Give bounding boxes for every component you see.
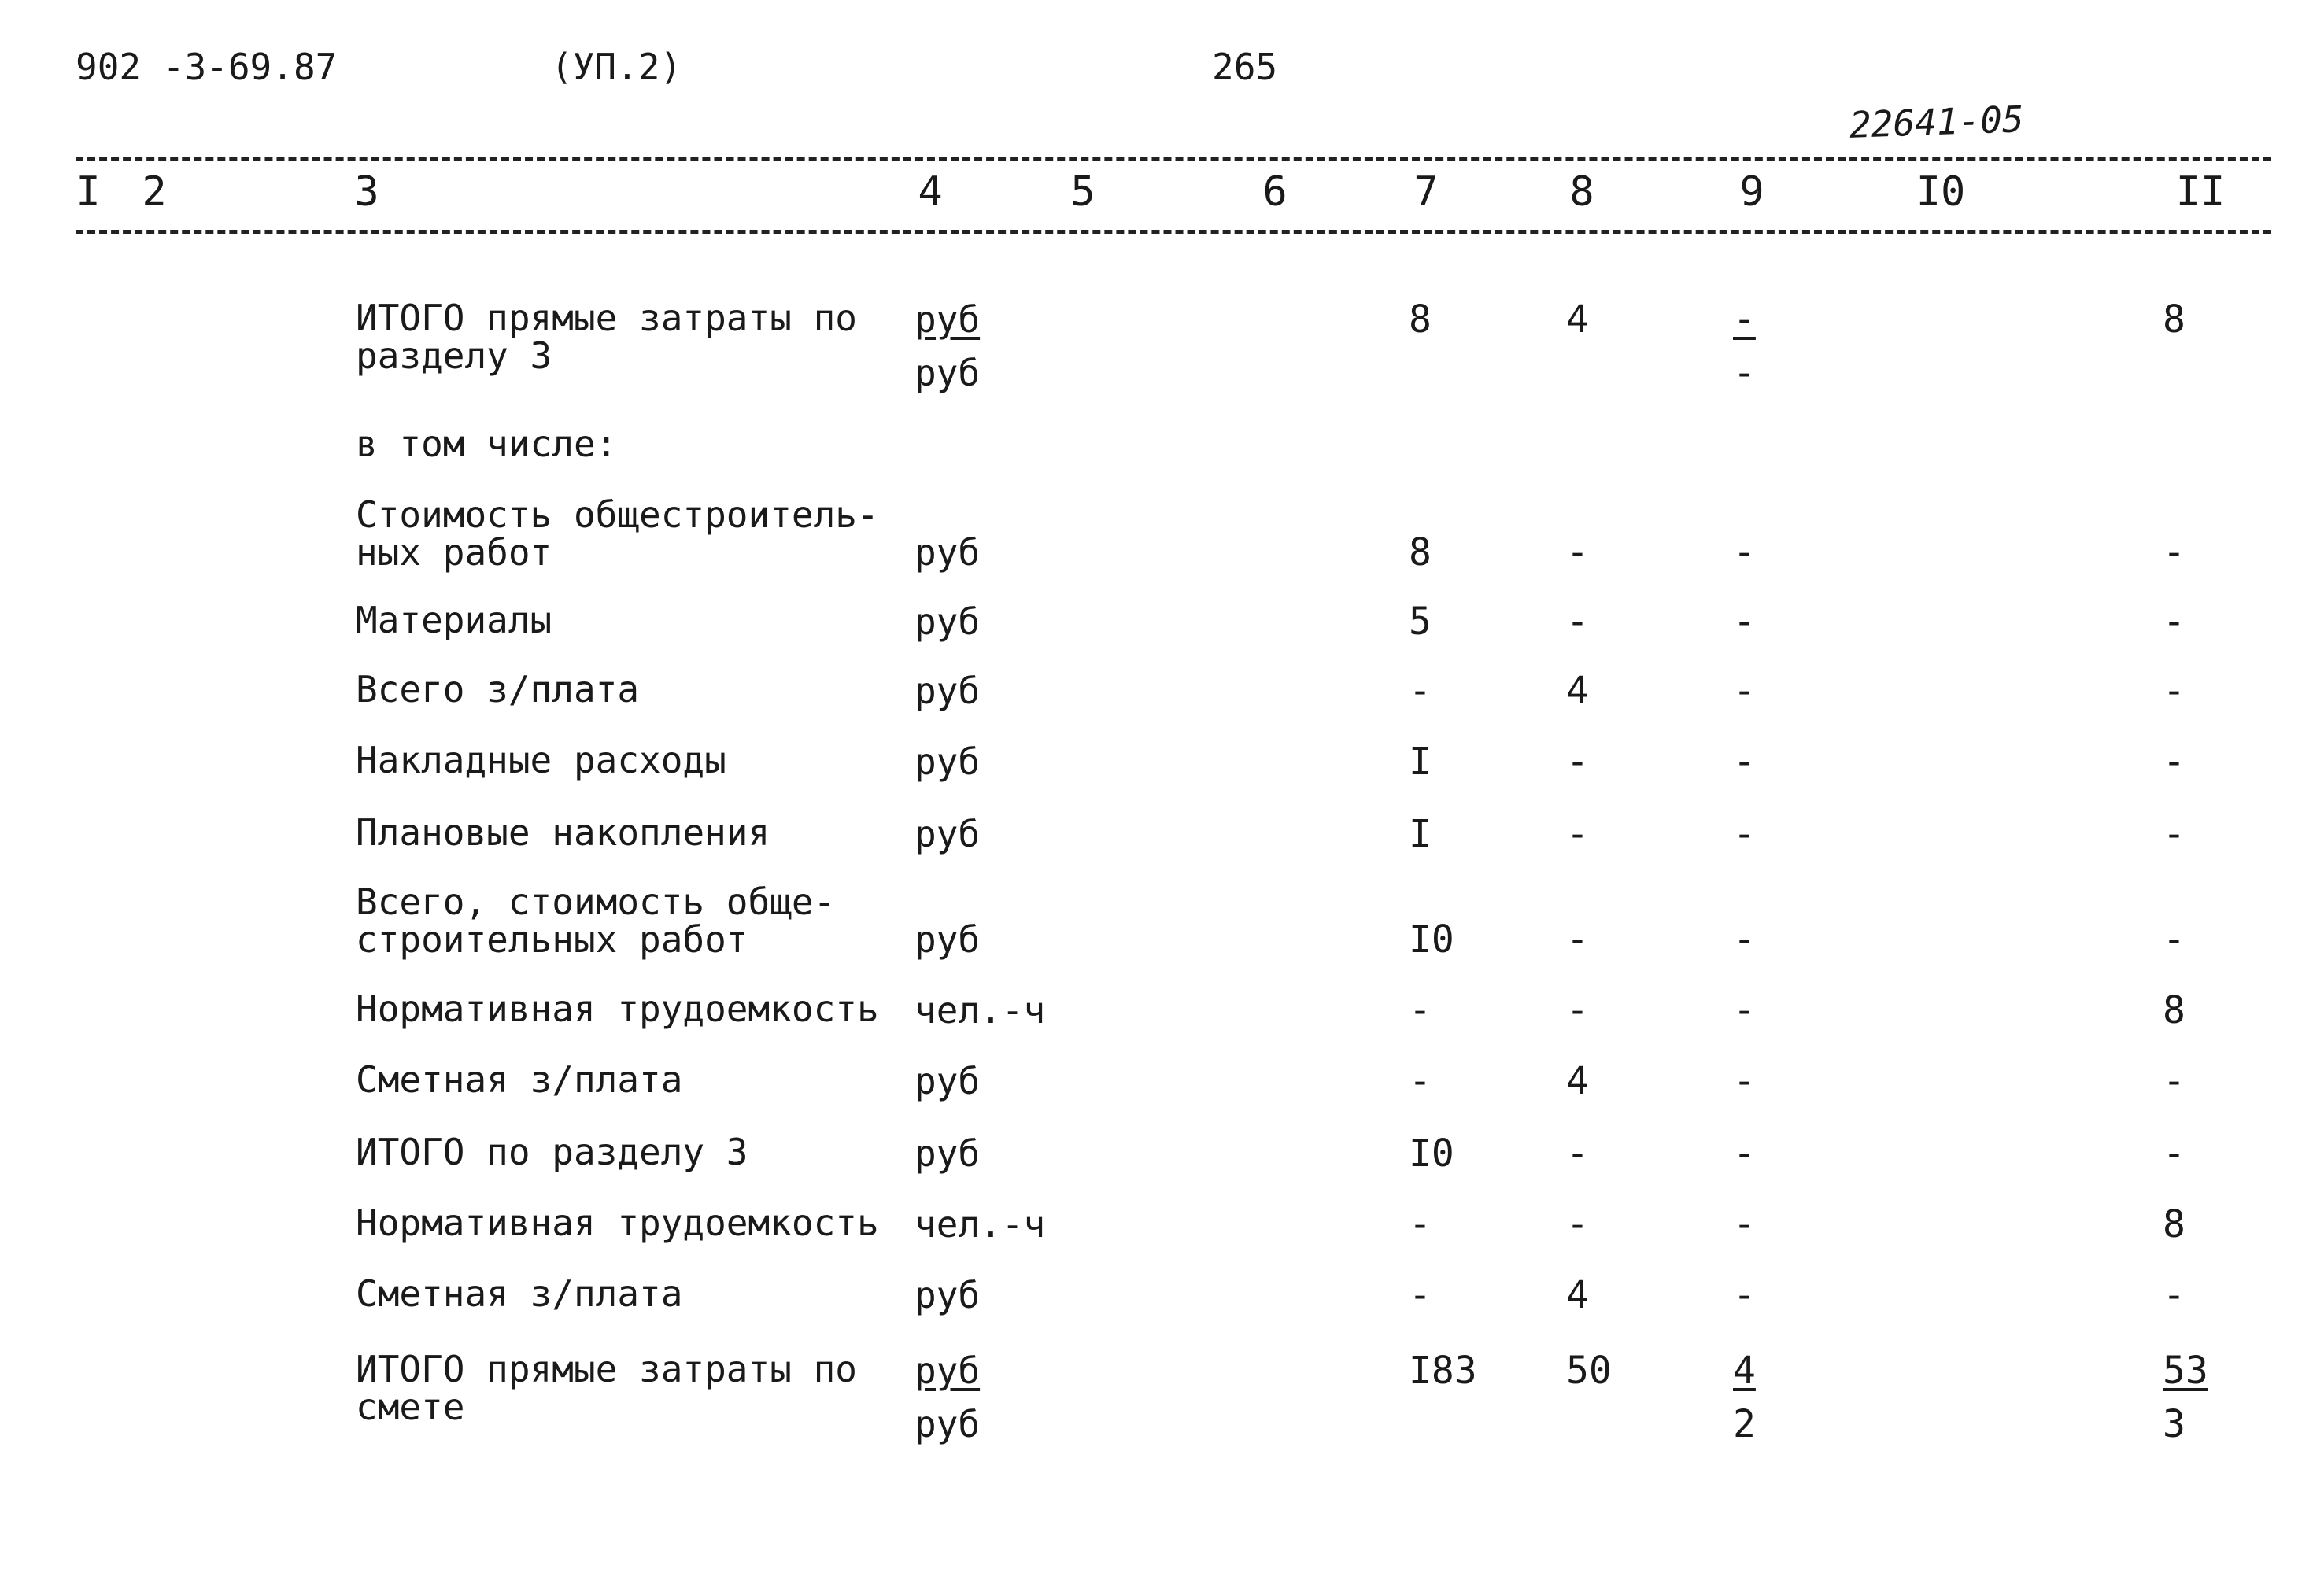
row-col8: - [1566, 917, 1589, 962]
row-col9: 4 [1733, 1349, 1756, 1393]
row-col9-secondary: - [1733, 351, 1756, 395]
row-col7: - [1409, 1059, 1432, 1103]
row-unit: руб [914, 813, 981, 855]
row-unit: руб [914, 740, 981, 783]
row-col9: - [1733, 988, 1756, 1032]
row-col9: - [1733, 530, 1756, 574]
row-name: Стоимость общестроитель-ных работ [356, 493, 879, 574]
row-unit: руб [914, 531, 981, 574]
row-unit: руб [914, 298, 981, 341]
row-unit: руб [914, 1060, 981, 1102]
row-unit-secondary: руб [914, 1403, 981, 1445]
row-unit: руб [914, 918, 981, 961]
row-col11: 8 [2163, 1202, 2185, 1246]
header-top-rule [76, 157, 2271, 161]
row-col11: - [2163, 1273, 2185, 1317]
row-col9: - [1733, 1059, 1756, 1103]
col-header-3: 3 [354, 168, 379, 216]
row-col9: - [1733, 669, 1756, 713]
row-col9: - [1733, 1131, 1756, 1176]
row-unit: чел.-ч [914, 1203, 1046, 1246]
row-col11: 8 [2163, 988, 2185, 1032]
row-name: Всего, стоимость обще-строительных работ [356, 880, 836, 961]
row-unit: руб [914, 1132, 981, 1175]
row-name: Плановые накопления [356, 811, 770, 854]
row-col8: - [1566, 530, 1589, 574]
row-col11: - [2163, 740, 2185, 784]
document-code: 902 -3-69.87 [76, 46, 338, 88]
row-col11: - [2163, 530, 2185, 574]
row-col8: 4 [1566, 1273, 1589, 1317]
row-col11: - [2163, 600, 2185, 644]
row-col8: - [1566, 988, 1589, 1032]
row-col11: - [2163, 1131, 2185, 1176]
row-col8: - [1566, 740, 1589, 784]
row-col7: - [1409, 1202, 1432, 1246]
col-header-9: 9 [1739, 168, 1764, 216]
row-col8: - [1566, 600, 1589, 644]
row-col7: 8 [1409, 530, 1432, 574]
row-col8: - [1566, 1202, 1589, 1246]
row-col9: - [1733, 1273, 1756, 1317]
row-name: ИТОГО прямые затраты по разделу 3 [356, 297, 857, 377]
row-name: в том числе: [356, 423, 618, 465]
row-col7: I [1409, 812, 1432, 856]
row-col7: I0 [1409, 917, 1454, 962]
row-unit: руб [914, 1349, 981, 1392]
row-col7: - [1409, 669, 1432, 713]
row-col9: - [1733, 1202, 1756, 1246]
row-col7: - [1409, 1273, 1432, 1317]
row-unit: руб [914, 670, 981, 712]
col-header-2: 2 [142, 168, 167, 216]
row-name: Нормативная трудоемкость [356, 1202, 879, 1244]
album-number: (УП.2) [551, 46, 682, 88]
row-col7: - [1409, 988, 1432, 1032]
row-col9: - [1733, 917, 1756, 962]
header-bottom-rule [76, 230, 2271, 234]
row-name: Сметная з/плата [356, 1058, 683, 1101]
row-name: Материалы [356, 599, 552, 641]
row-col11: 53 [2163, 1349, 2208, 1393]
row-unit: руб [914, 1274, 981, 1316]
row-name: ИТОГО по разделу 3 [356, 1131, 748, 1173]
row-col9: - [1733, 812, 1756, 856]
row-col7: I [1409, 740, 1432, 784]
row-name: ИТОГО прямые затраты по смете [356, 1348, 857, 1428]
row-name: Сметная з/плата [356, 1272, 683, 1315]
col-header-1: I [76, 168, 101, 216]
row-col8: - [1566, 1131, 1589, 1176]
row-col7: 8 [1409, 297, 1432, 341]
row-col9: - [1733, 600, 1756, 644]
page-number: 265 [1212, 46, 1278, 88]
row-col11-secondary: 3 [2163, 1402, 2185, 1446]
col-header-10: I0 [1916, 168, 1966, 216]
row-col11: - [2163, 1059, 2185, 1103]
col-header-11: II [2175, 168, 2226, 216]
row-unit: чел.-ч [914, 989, 1046, 1032]
row-unit: руб [914, 600, 981, 643]
row-col11: - [2163, 812, 2185, 856]
col-header-4: 4 [918, 168, 943, 216]
col-header-5: 5 [1070, 168, 1095, 216]
row-col9-secondary: 2 [1733, 1402, 1756, 1446]
row-name: Всего з/плата [356, 668, 640, 711]
row-col8: 4 [1566, 1059, 1589, 1103]
row-col9: - [1733, 740, 1756, 784]
row-col11: 8 [2163, 297, 2185, 341]
row-col8: 4 [1566, 297, 1589, 341]
row-col11: - [2163, 917, 2185, 962]
row-col8: 50 [1566, 1349, 1612, 1393]
inventory-stamp: 22641-05 [1849, 98, 2025, 146]
col-header-6: 6 [1262, 168, 1288, 216]
row-col9: - [1733, 297, 1756, 341]
row-col11: - [2163, 669, 2185, 713]
row-col7: 5 [1409, 600, 1432, 644]
row-name: Нормативная трудоемкость [356, 988, 879, 1030]
row-col8: 4 [1566, 669, 1589, 713]
row-name: Накладные расходы [356, 739, 726, 781]
col-header-7: 7 [1413, 168, 1439, 216]
row-col7: I83 [1409, 1349, 1477, 1393]
col-header-8: 8 [1569, 168, 1594, 216]
row-col8: - [1566, 812, 1589, 856]
row-unit-secondary: руб [914, 352, 981, 394]
row-col7: I0 [1409, 1131, 1454, 1176]
